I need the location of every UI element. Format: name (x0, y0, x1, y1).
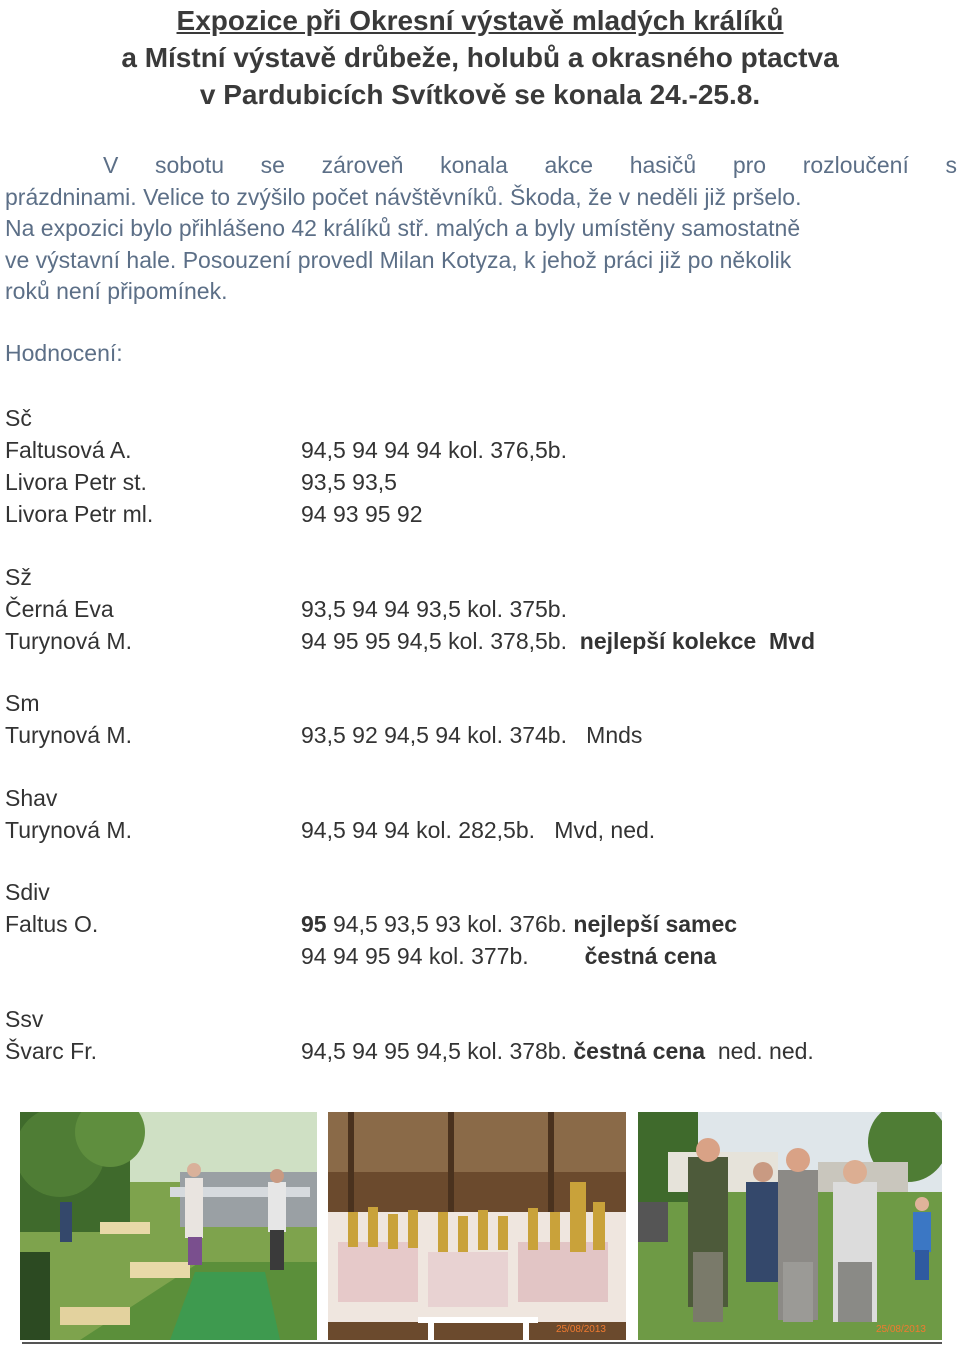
photo-date-stamp: 25/08/2013 (555, 1324, 606, 1335)
scores: 94,5 94 95 94,5 kol. 378b. (301, 1038, 567, 1064)
breeder-name: Turynová M. (5, 628, 132, 654)
scores-highlight: 95 (301, 911, 327, 937)
category-label: Shav (5, 785, 58, 811)
photo-date-stamp: 25/08/2013 (875, 1324, 926, 1335)
scores: 93,5 92 94,5 94 kol. 374b. (301, 722, 567, 748)
group-shav (5, 782, 656, 846)
result-row (5, 1035, 814, 1067)
result-row (5, 466, 397, 498)
scores-with-award (301, 940, 716, 972)
result-row (5, 908, 738, 940)
scores: 94 95 95 94,5 kol. 378,5b. (301, 628, 567, 654)
category-label: Sdiv (5, 879, 50, 905)
intro-line-2: prázdninami. Velice to zvýšilo počet návštěvníků. Škoda, že v neděli již pršelo. (5, 183, 802, 210)
intro-line-3: Na expozici bylo přihlášeno 42 králíků stř. malých a byly umístěny samostatně (5, 215, 801, 241)
breeder-name: Faltus O. (5, 911, 99, 937)
breeder-name: Turynová M. (5, 722, 132, 748)
result-row (5, 719, 643, 751)
photo-trophies (328, 1112, 626, 1340)
breeder-name: Turynová M. (5, 817, 132, 843)
bottom-divider (22, 1342, 942, 1344)
scores: 94 93 95 92 (301, 501, 423, 527)
scores: 94,5 94 94 kol. 282,5b. (301, 817, 536, 843)
result-row (5, 940, 717, 972)
result-row (5, 593, 567, 625)
category-label: Ssv (5, 1006, 44, 1032)
intro-line-1: V sobotu se zároveň konala akce hasičů pro rozloučení s (103, 152, 957, 178)
scores-with-award (301, 1035, 814, 1067)
scores-with-award (301, 625, 815, 657)
result-row (5, 434, 567, 466)
scores: 94,5 93,5 93 kol. 376b. (326, 911, 568, 937)
award: čestná cena (573, 1038, 706, 1064)
scores-with-note (301, 814, 655, 846)
title-line-2: a Místní výstavě drůbeže, holubů a okrasného ptactva (121, 42, 839, 73)
group-sdiv (5, 876, 738, 972)
result-row (5, 498, 423, 530)
note: Mnds (586, 722, 643, 748)
category-label: Sm (5, 690, 40, 716)
intro-paragraph (5, 150, 957, 308)
intro-line-4: ve výstavní hale. Posouzení provedl Milan Kotyza, k jehož práci již po několik (5, 246, 792, 273)
group-ssv (5, 1003, 814, 1067)
page-title (0, 2, 960, 113)
scores-with-note (301, 719, 642, 751)
evaluation-heading: Hodnocení: (5, 340, 123, 366)
breeder-name: Livora Petr ml. (5, 501, 154, 527)
note: ned. ned. (717, 1038, 814, 1064)
breeder-name: Faltusová A. (5, 437, 132, 463)
result-row (5, 814, 656, 846)
breeder-name: Livora Petr st. (5, 469, 147, 495)
scores: 94 94 95 94 kol. 377b. (301, 943, 529, 969)
group-sm (5, 687, 643, 751)
result-row (5, 625, 815, 657)
photo-rabbit-course (20, 1112, 317, 1340)
title-line-1: Expozice při Okresní výstavě mladých králíků (176, 5, 784, 36)
category-label: Sž (5, 564, 32, 590)
category-label: Sč (5, 405, 32, 431)
scores: 93,5 94 94 93,5 kol. 375b. (301, 596, 567, 622)
award: nejlepší samec (573, 911, 738, 937)
breeder-name: Černá Eva (5, 596, 114, 622)
award: čestná cena (584, 943, 717, 969)
intro-line-5: roků není připomínek. (5, 278, 228, 304)
photo-visitors (638, 1112, 942, 1340)
group-sc (5, 402, 567, 530)
scores-with-award (301, 908, 737, 940)
note: Mvd, ned. (554, 817, 656, 843)
title-line-3: v Pardubicích Svítkově se konala 24.-25.8. (199, 79, 761, 110)
award: nejlepší kolekce Mvd (579, 628, 815, 654)
group-sz (5, 561, 815, 657)
breeder-name: Švarc Fr. (5, 1038, 98, 1064)
scores: 93,5 93,5 (301, 469, 397, 495)
scores: 94,5 94 94 94 kol. 376,5b. (301, 437, 567, 463)
